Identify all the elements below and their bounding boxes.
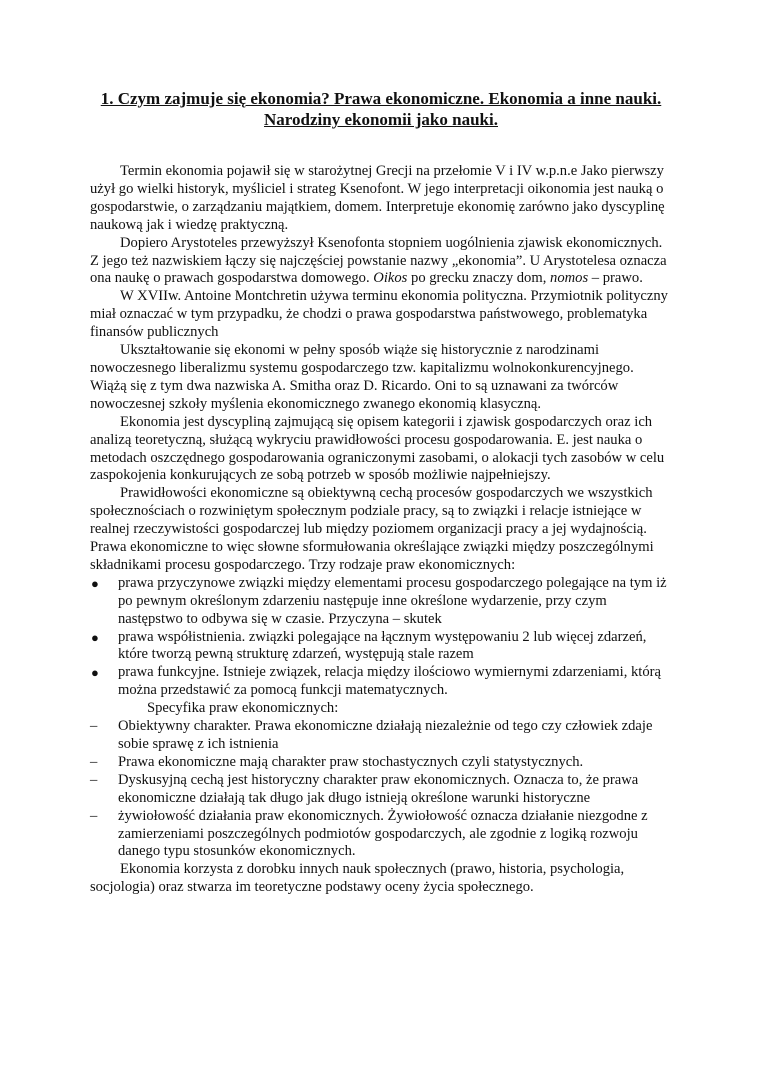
document-body [90, 163, 672, 897]
paragraph-arystoteles [90, 235, 672, 289]
paragraph-closing: Ekonomia korzysta z dorobku innych nauk społecznych (prawo, historia, psychologia, socjologia) oraz stwarza im teoretyczne podstawy oceny życia społecznego. [90, 861, 625, 896]
paragraph-definicja: Ekonomia jest dyscypliną zajmującą się opisem kategorii i zjawisk gospodarczych oraz ich analizą teoretyczną, służącą wykryciu prawidłowości procesu gospodarowania. E. jest nauka o metodach oszczędnego gospodarowania ograniczonymi zasobami, o alokacji tych zasobów w celu zaspokojenia konkurujących ze sobą potrzeb w sposób możliwie najpełniejszy. [90, 413, 665, 484]
specyfika-list [90, 718, 672, 861]
word-oikos: Oikos [373, 270, 408, 287]
list-item [90, 771, 672, 808]
list-item-text: prawa przyczynowe związki między elementami procesu gospodarczego polegające na tym iż po pewnym określonym zdarzeniu następuje inne określone wydarzenie, przy czym następstwo to odbywa się w czasie. Przyczyna – skutek [118, 574, 667, 627]
paragraph-liberalizm: Ukształtowanie się ekonomi w pełny sposób wiąże się historycznie z narodzinami nowoczesnego liberalizmu systemu gospodarczego tzw. kapitalizmu wolnokonkurencyjnego. Wiążą się z tym dwa nazwiska A. Smitha oraz D. Ricardo. Oni to są uznawani za twórców nowoczesnej szkoły myślenia ekonomicznego zwanego ekonomią klasyczną. [90, 342, 634, 412]
title-line-2: Narodziny ekonomii jako nauki. [264, 110, 498, 129]
dash-icon: – [90, 807, 98, 824]
paragraph-termin: Termin ekonomia pojawił się w starożytnej Grecji na przełomie V i IV w.p.n.e Jako pierwszy użył go wielki historyk, myśliciel i strateg Ksenofont. W jego interpretacji oikonomia jest nauką o gospodarstwie, o zarządzaniu majątkiem, domem. Interpretuje ekonomię zarówno jako dyscyplinę naukową jak i wiedzę praktyczną. [90, 163, 665, 233]
list-item-text: żywiołowość działania praw ekonomicznych. Żywiołowość oznacza działanie niezgodne z zamierzeniami poszczególnych podmiotów gospodarczych, ale zgodnie z logiką rozwoju danego typu stosunków ekonomicznych. [118, 807, 648, 860]
list-item [91, 628, 672, 665]
list-item-text: Dyskusyjną cechą jest historyczny charakter praw ekonomicznych. Oznacza to, że prawa ekonomiczne działają tak długo jak długo istnieją określone warunki historyczne [118, 771, 639, 806]
dash-icon: – [90, 753, 98, 770]
dash-icon: – [90, 718, 98, 735]
bullet-icon: ● [91, 665, 99, 681]
list-item-text: prawa współistnienia. związki polegające na łącznym występowaniu 2 lub więcej zdarzeń, które tworzą pewną strukturę zdarzeń, występują stale razem [118, 628, 647, 663]
paragraph-arystoteles-text: Dopiero Arystoteles przewyższył Ksenofonta stopniem uogólnienia zjawisk ekonomicznych. Z jego też nazwiskiem łączy się najczęściej powstanie nazwy „ekonomia”. U Arystotelesa oznacza ona naukę o prawach gospodarstwa domowego. [90, 234, 667, 287]
paragraph-arystoteles-text-3: – prawo. [591, 270, 643, 287]
list-item-text: prawa funkcyjne. Istnieje związek, relacja między ilościowo wymiernymi zdarzeniami, którą można przedstawić za pomocą funkcji matematycznych. [118, 664, 661, 699]
bullet-icon: ● [91, 629, 99, 645]
list-item [90, 807, 672, 862]
specyfika-heading: Specyfika praw ekonomicznych: [147, 700, 339, 717]
laws-types-list [90, 575, 672, 700]
list-item [91, 664, 672, 700]
page-title [90, 88, 672, 130]
list-item [91, 574, 672, 629]
title-line-1: 1. Czym zajmuje się ekonomia? Prawa ekonomiczne. Ekonomia a inne nauki. [100, 89, 662, 108]
paragraph-arystoteles-text-2: po grecku znaczy dom, [411, 270, 547, 287]
list-item-text: Obiektywny charakter. Prawa ekonomiczne działają niezależnie od tego czy człowiek zdaje sobie sprawę z ich istnienia [118, 718, 653, 752]
dash-icon: – [90, 771, 98, 788]
paragraph-prawidlowosci: Prawidłowości ekonomiczne są obiektywną cechą procesów gospodarczych we wszystkich społecznościach o rozwiniętym społecznym podziale pracy, są to związki i relacje istniejące w realnej rzeczywistości gospodarczej lub między poziomem organizacji pracy a jej wydajnością. [90, 485, 653, 538]
word-nomos: nomos [550, 270, 589, 287]
list-item [90, 753, 672, 772]
list-item [90, 718, 672, 754]
list-item-text: Prawa ekonomiczne mają charakter praw stochastycznych czyli statystycznych. [118, 753, 584, 770]
paragraph-prawa: Prawa ekonomiczne to więc słowne sformułowania określające związki między poszczególnymi składnikami procesu gospodarczego. Trzy rodzaje praw ekonomicznych: [90, 539, 654, 573]
paragraph-montchretin: W XVIIw. Antoine Montchretin używa terminu ekonomia polityczna. Przymiotnik polityczny miał oznaczać w tym przypadku, że chodzi o prawa gospodarstwa państwowego, problematyka finansów publicznych [90, 288, 668, 341]
bullet-icon: ● [91, 575, 99, 591]
